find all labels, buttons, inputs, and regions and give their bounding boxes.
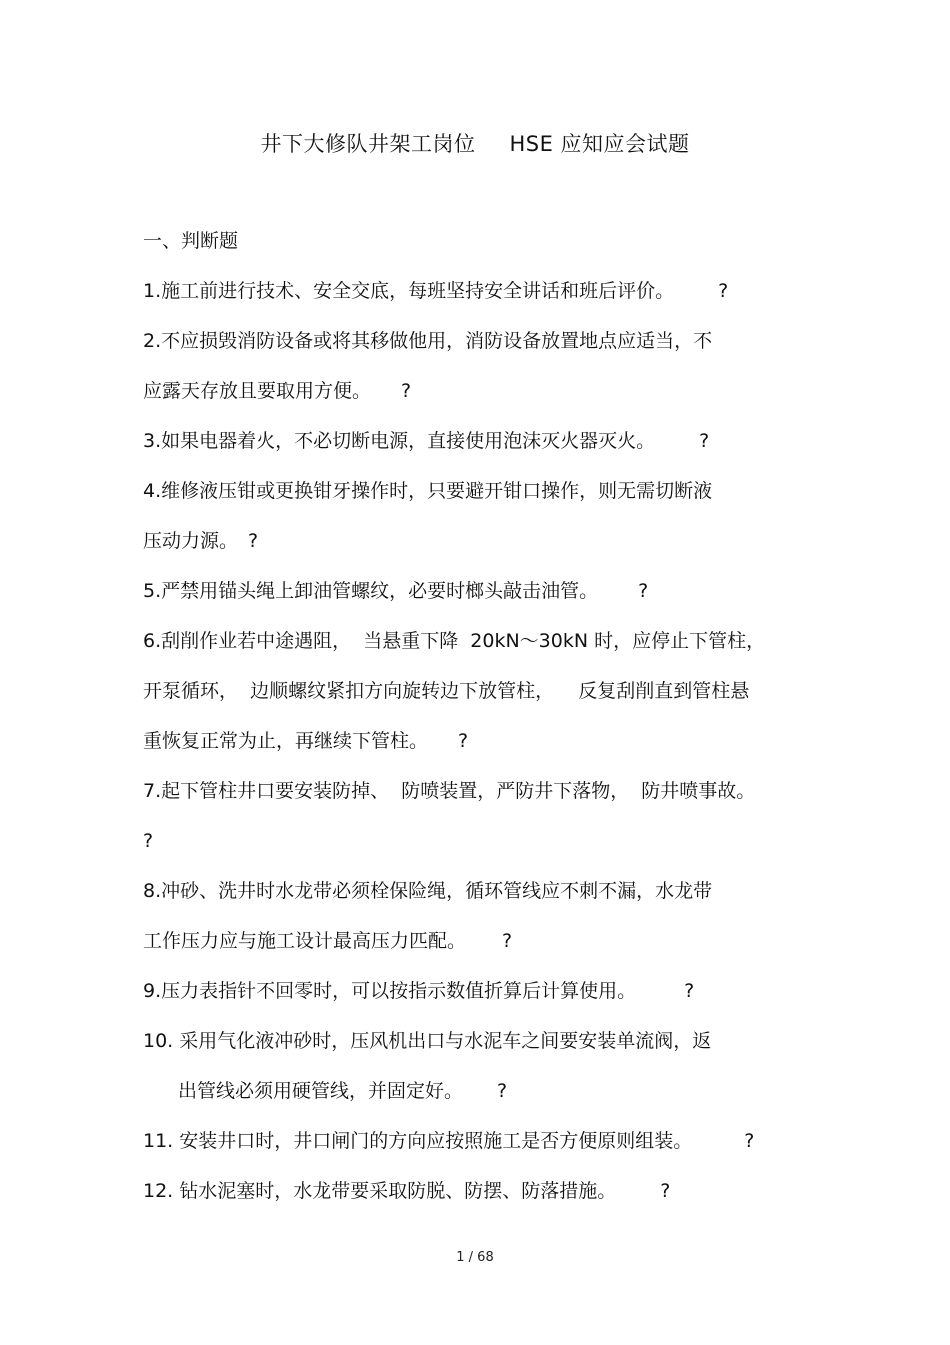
question-line xyxy=(143,328,712,354)
answer-mark: ? xyxy=(660,1180,671,1202)
question-line xyxy=(143,1178,670,1204)
question-text: 开泵循环， 边顺螺纹紧扣方向旋转边下放管柱， 反复刮削直到管柱悬 xyxy=(143,680,750,702)
answer-mark: ? xyxy=(502,930,513,952)
answer-mark: ? xyxy=(684,980,695,1002)
question-line xyxy=(143,878,712,904)
question-text: 8.冲砂、洗井时水龙带必须栓保险绳，循环管线应不刺不漏，水龙带 xyxy=(143,880,713,902)
question-text: 6.刮削作业若中途遇阻， 当悬重下降 20kN～30kN 时，应停止下管柱， xyxy=(143,630,766,652)
answer-mark: ? xyxy=(458,730,469,752)
question-line xyxy=(143,928,512,954)
question-text: 12. 钻水泥塞时，水龙带要采取防脱、防摆、防落措施。 xyxy=(143,1180,617,1202)
question-text: 2.不应损毁消防设备或将其移做他用，消防设备放置地点应适当，不 xyxy=(143,330,713,352)
answer-mark: ? xyxy=(718,280,729,302)
answer-mark: ? xyxy=(744,1130,755,1152)
question-text: 重恢复正常为止，再继续下管柱。 xyxy=(143,730,429,752)
question-line xyxy=(143,628,765,654)
page-title xyxy=(0,128,950,158)
question-text: 7.起下管柱井口要安装防掉、 防喷装置，严防井下落物， 防井喷事故。 xyxy=(143,780,756,802)
answer-mark: ? xyxy=(497,1080,508,1102)
question-line xyxy=(178,1078,507,1104)
question-text: 工作压力应与施工设计最高压力匹配。 xyxy=(143,930,467,952)
title-part-1: 井下大修队井架工岗位 xyxy=(260,132,476,156)
question-line xyxy=(143,728,468,754)
question-text: 压动力源。 xyxy=(143,530,239,552)
question-line xyxy=(143,378,411,404)
title-part-2: HSE 应知应会试题 xyxy=(509,132,690,156)
question-text: 4.维修液压钳或更换钳牙操作时，只要避开钳口操作，则无需切断液 xyxy=(143,480,713,502)
section-heading: 一、判断题 xyxy=(143,230,239,252)
question-line xyxy=(143,678,749,704)
question-line xyxy=(143,428,709,454)
answer-mark: ? xyxy=(143,830,154,852)
question-line xyxy=(143,528,258,554)
question-line xyxy=(143,778,755,804)
question-text: 1.施工前进行技术、安全交底，每班坚持安全讲话和班后评价。 xyxy=(143,280,675,302)
answer-mark: ? xyxy=(699,430,710,452)
question-text: 5.严禁用锚头绳上卸油管螺纹，必要时榔头敲击油管。 xyxy=(143,580,599,602)
answer-mark: ? xyxy=(401,380,412,402)
question-line xyxy=(143,1128,754,1154)
question-line xyxy=(143,278,728,304)
page-number: 1 / 68 xyxy=(456,1250,494,1265)
question-line xyxy=(143,978,694,1004)
question-line xyxy=(143,578,648,604)
question-text: 应露天存放且要取用方便。 xyxy=(143,380,372,402)
question-text: 10. 采用气化液冲砂时，压风机出口与水泥车之间要安装单流阀，返 xyxy=(143,1030,712,1052)
question-line xyxy=(143,828,153,854)
question-text: 3.如果电器着火，不必切断电源，直接使用泡沫灭火器灭火。 xyxy=(143,430,656,452)
question-text: 9.压力表指针不回零时，可以按指示数值折算后计算使用。 xyxy=(143,980,637,1002)
question-line xyxy=(143,478,712,504)
question-line xyxy=(143,1028,711,1054)
question-text: 出管线必须用硬管线，并固定好。 xyxy=(178,1080,464,1102)
answer-mark: ? xyxy=(248,530,259,552)
answer-mark: ? xyxy=(638,580,649,602)
question-text: 11. 安装井口时，井口闸门的方向应按照施工是否方便原则组装。 xyxy=(143,1130,693,1152)
